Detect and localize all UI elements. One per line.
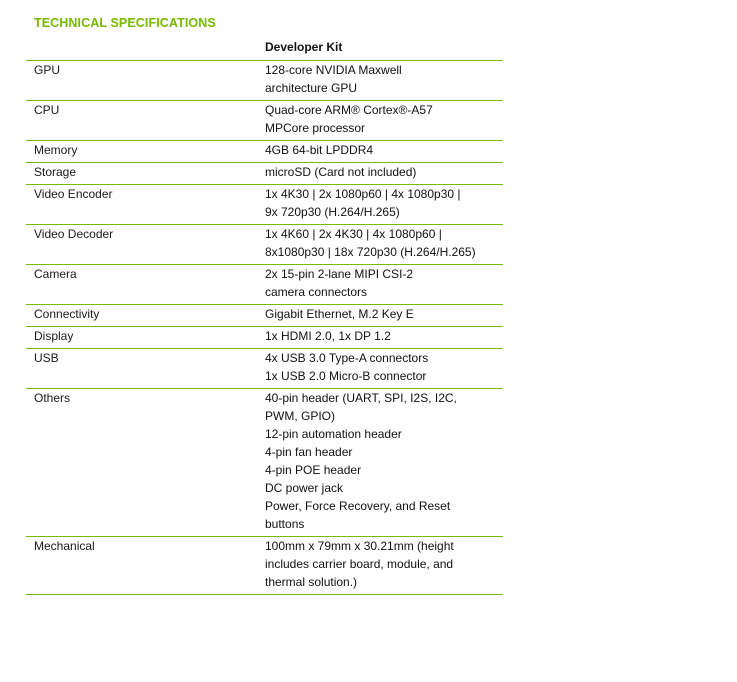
spec-value-line: 8x1080p30 | 18x 720p30 (H.264/H.265) [265,245,476,259]
spec-value-line: 12-pin automation header [265,427,402,441]
spec-value-line: 100mm x 79mm x 30.21mm (height [265,539,454,553]
spec-value-line: camera connectors [265,285,368,299]
column-header: Developer Kit [265,40,343,54]
spec-value-line: 4GB 64-bit LPDDR4 [265,143,374,157]
spec-value-line: 1x HDMI 2.0, 1x DP 1.2 [265,329,391,343]
spec-table [26,38,503,595]
spec-label: GPU [34,63,61,77]
spec-value [265,141,503,159]
table-row [26,141,503,163]
spec-value [265,389,503,533]
spec-value-line: microSD (Card not included) [265,165,417,179]
spec-value-line: 1x USB 2.0 Micro-B connector [265,369,427,383]
table-row [26,349,503,389]
spec-value-line: MPCore processor [265,121,366,135]
spec-value-line: 4-pin POE header [265,463,362,477]
spec-label: CPU [34,103,60,117]
spec-value-line: 1x 4K30 | 2x 1080p60 | 4x 1080p30 | [265,187,461,201]
table-row [26,265,503,305]
spec-value-line: 4-pin fan header [265,445,353,459]
spec-value [265,537,503,591]
spec-value [265,163,503,181]
spec-value [265,349,503,385]
table-row [26,61,503,101]
spec-value-line: PWM, GPIO) [265,409,335,423]
spec-value [265,225,503,261]
spec-value [265,265,503,301]
spec-label: USB [34,351,59,365]
table-row [26,185,503,225]
spec-value-line: 4x USB 3.0 Type-A connectors [265,351,429,365]
table-row [26,389,503,537]
table-body [26,61,503,595]
spec-value-line: DC power jack [265,481,344,495]
spec-value-line: 2x 15-pin 2-lane MIPI CSI-2 [265,267,414,281]
spec-value-line: 9x 720p30 (H.264/H.265) [265,205,400,219]
spec-value-line: Gigabit Ethernet, M.2 Key E [265,307,414,321]
table-header-row [26,38,503,61]
section-title: TECHNICAL SPECIFICATIONS [34,16,216,30]
table-row [26,305,503,327]
spec-value-line: includes carrier board, module, and [265,557,454,571]
spec-label: Connectivity [34,307,100,321]
spec-value-line: 40-pin header (UART, SPI, I2S, I2C, [265,391,457,405]
spec-value-line: architecture GPU [265,81,358,95]
spec-label: Video Decoder [34,227,114,241]
table-row [26,101,503,141]
spec-value-line: Power, Force Recovery, and Reset [265,499,451,513]
table-row [26,163,503,185]
header-spacer [26,38,265,56]
spec-value-line: buttons [265,517,305,531]
spec-value-line: 128-core NVIDIA Maxwell [265,63,402,77]
spec-label: Video Encoder [34,187,113,201]
table-row [26,327,503,349]
table-row [26,537,503,595]
spec-value-line: thermal solution.) [265,575,358,589]
spec-value [265,305,503,323]
spec-label: Display [34,329,74,343]
spec-label: Camera [34,267,77,281]
spec-value [265,185,503,221]
spec-value [265,101,503,137]
spec-value-line: Quad-core ARM® Cortex®-A57 [265,103,433,117]
spec-label: Storage [34,165,77,179]
table-row [26,225,503,265]
spec-label: Others [34,391,71,405]
spec-value-line: 1x 4K60 | 2x 4K30 | 4x 1080p60 | [265,227,442,241]
spec-value [265,327,503,345]
spec-label: Mechanical [34,539,95,553]
spec-label: Memory [34,143,78,157]
spec-value [265,61,503,97]
